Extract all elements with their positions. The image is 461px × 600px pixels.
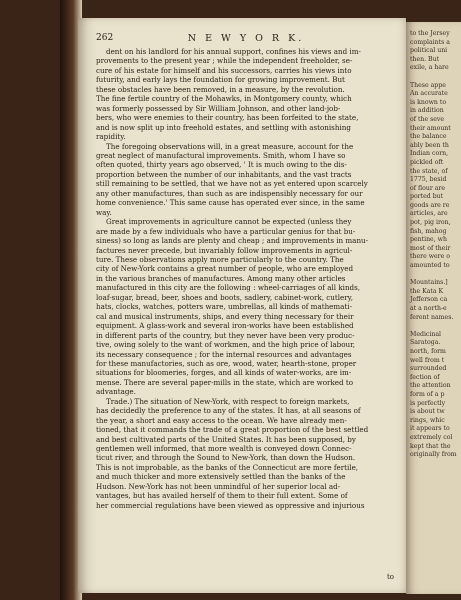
facing-text-line: to the Jersey bbox=[410, 30, 450, 37]
facing-text-line: it appears to bbox=[410, 425, 450, 433]
facing-text-line: fection of bbox=[410, 373, 440, 381]
text-line: way. bbox=[96, 207, 112, 217]
text-line: ture. These observations apply more particularly to the country. The bbox=[96, 254, 344, 264]
facing-text-line: Medicinal bbox=[410, 330, 442, 338]
facing-page-edge bbox=[406, 22, 461, 594]
text-line: factures never precede, but invariably follow improvements in agricul- bbox=[96, 245, 353, 255]
facing-text-line: the state, of bbox=[410, 167, 448, 175]
facing-text-line: These appe bbox=[410, 81, 446, 89]
text-line: Trade.) The situation of New-York, with respect to foreign markets, bbox=[106, 396, 350, 406]
facing-text-line: Indian corn, bbox=[410, 150, 449, 158]
text-line: This is not improbable, as the banks of the Connecticut are more fertile, bbox=[96, 462, 359, 472]
facing-text-line: kept that the bbox=[410, 442, 451, 450]
text-line: proportion between the number of our inhabitants, and the vast tracts bbox=[96, 169, 352, 179]
text-line: the year, a short and easy access to the ocean. We have already men- bbox=[96, 415, 347, 425]
text-line: advantage. bbox=[96, 387, 136, 397]
text-line: in the various branches of manufactures. Among many other articles bbox=[96, 273, 346, 283]
facing-text-line: amounted to bbox=[410, 262, 450, 270]
text-line: hats, clocks, watches, potters ware, umbrellas, all kinds of mathemati- bbox=[96, 302, 352, 312]
text-line: its necessary consequence ; for the internal resources and advantages bbox=[96, 349, 352, 359]
text-line: siness) so long as lands are plenty and cheap ; and improvements in manu- bbox=[96, 236, 369, 246]
catchword: to bbox=[386, 573, 394, 581]
facing-text-line: articles, are bbox=[410, 210, 448, 218]
facing-text-line: 1775, besid bbox=[410, 176, 447, 184]
facing-text-line: Saratoga. bbox=[410, 339, 441, 347]
facing-text-line bbox=[406, 322, 461, 331]
facing-text-line: surrounded bbox=[410, 365, 447, 373]
facing-text-line: Mountains.] bbox=[410, 279, 448, 287]
facing-text-line: their amount bbox=[410, 124, 451, 132]
text-line: situations for bloomeries, forges, and all kinds of water-works, are im- bbox=[96, 368, 352, 378]
paragraph bbox=[96, 47, 398, 142]
facing-text-line: An accurate bbox=[410, 90, 448, 98]
text-line: cure of his estate for himself and his successors, carries his views into bbox=[96, 65, 352, 75]
text-line: equipment. A glass-work and several iron-works have been established bbox=[96, 321, 354, 331]
facing-text-line: form of a p bbox=[410, 390, 445, 398]
facing-text-line: ably been th bbox=[410, 141, 449, 149]
text-line: has decidedly the preference to any of the states. It has, at all seasons of bbox=[96, 406, 361, 416]
facing-text-line: of the seve bbox=[410, 115, 445, 123]
facing-text-line: there were o bbox=[410, 253, 450, 261]
facing-text-line: extremely col bbox=[410, 433, 453, 441]
facing-text-line: fish, mahog bbox=[410, 227, 447, 235]
text-line: dent on his landlord for his annual support, confines his views and im- bbox=[106, 47, 361, 56]
facing-text-line: well from t bbox=[410, 356, 445, 364]
facing-text-line bbox=[406, 271, 461, 280]
text-line: for these manufactories, such as ore, wood, water, hearth-stone, proper bbox=[96, 358, 357, 368]
text-line: vantages, but has availed herself of them to their full extent. Some of bbox=[96, 491, 348, 501]
facing-text-line: pentine, wh bbox=[410, 236, 447, 244]
text-line: gentlemen well informed, that more wealth is conveyed down Connec- bbox=[96, 444, 352, 454]
facing-text-line: ferent names. bbox=[410, 313, 454, 321]
facing-text-line: the balance bbox=[410, 133, 447, 141]
text-line: manufactured in this city are the following : wheel-carriages of all kinds, bbox=[96, 283, 361, 293]
facing-text-line: is perfectly bbox=[410, 399, 446, 407]
facing-text-line: north, form bbox=[410, 347, 446, 355]
facing-text-line: of flour are bbox=[410, 184, 446, 192]
facing-text-line: most of their bbox=[410, 244, 451, 252]
text-line: Great improvements in agriculture cannot be expected (unless they bbox=[106, 217, 352, 227]
text-line: in different parts of the country, but they never have been very produc- bbox=[96, 330, 355, 340]
text-line: city of New-York contains a great number of people, who are employed bbox=[96, 264, 354, 274]
text-line: still remaining to be settled, that we have not as yet entered upon scarcely bbox=[96, 179, 368, 189]
text-line: her commercial regulations have been viewed as oppressive and injurious bbox=[96, 500, 365, 510]
text-line: was formerly possessed by Sir William Johnson, and other land-job- bbox=[96, 103, 341, 113]
text-line: cal and musical instruments, ships, and every thing necessary for their bbox=[96, 311, 354, 321]
text-line: The fine fertile country of the Mohawks, in Montgomery county, which bbox=[96, 94, 352, 104]
facing-text-line: rings, whic bbox=[410, 416, 445, 424]
facing-text-line: in addition bbox=[410, 107, 444, 115]
text-line: great neglect of manufactural improvements. Smith, whom I have so bbox=[96, 150, 346, 160]
text-line: rapidity. bbox=[96, 132, 126, 142]
facing-text-line: Jefferson ca bbox=[410, 296, 448, 304]
facing-text-line: is about tw bbox=[410, 408, 445, 416]
page-number: 262 bbox=[96, 33, 114, 43]
facing-text-line: complaints a bbox=[410, 38, 450, 46]
text-line: The foregoing observations will, in a great measure, account for the bbox=[106, 141, 354, 151]
text-line: futurity, and early lays the foundation for growing improvement. But bbox=[96, 75, 345, 85]
text-line: tioned, that it commands the trade of a great proportion of the best settled bbox=[96, 425, 369, 435]
paragraph bbox=[96, 397, 398, 510]
text-line: are made by a few individuals who have a particular genius for that bu- bbox=[96, 226, 356, 236]
page-header bbox=[96, 33, 396, 47]
text-line: these obstacles have been removed, in a measure, by the revolution. bbox=[96, 84, 345, 94]
facing-text-line: pickled oft bbox=[410, 158, 444, 166]
facing-text-line: political uni bbox=[410, 47, 448, 55]
facing-text-line: goods are re bbox=[410, 201, 450, 209]
facing-text-line bbox=[406, 73, 461, 82]
facing-text-line: is known to bbox=[410, 98, 447, 106]
text-line: tive, owing solely to the want of workmen, and the high price of labour, bbox=[96, 340, 356, 350]
paragraph bbox=[96, 217, 398, 397]
text-line: provements to the present year ; while the independent freeholder, se- bbox=[96, 56, 353, 66]
text-line: home convenience.' This same cause has operated ever since, in the same bbox=[96, 198, 365, 208]
facing-text-line: pot, pig iron, bbox=[410, 219, 451, 227]
facing-text-line: ported but bbox=[410, 193, 444, 201]
text-line: mense. There are several paper-mills in the state, which are worked to bbox=[96, 377, 354, 387]
text-line: and is now split up into freehold estates, and settling with astonishing bbox=[96, 122, 351, 132]
facing-text-line: exile, a hare bbox=[410, 64, 449, 72]
text-line: bers, who were enemies to their country, has been forfeited to the state, bbox=[96, 113, 359, 123]
facing-text-line: the Kata K bbox=[410, 287, 444, 295]
text-line: any other manufactures, than such as are indispensibly necessary for our bbox=[96, 188, 363, 198]
facing-text-line: then. But bbox=[410, 55, 440, 63]
text-line: and much thicker and more extensively settled than the banks of the bbox=[96, 472, 346, 482]
body-text bbox=[96, 47, 398, 510]
text-line: loaf-sugar, bread, beer, shoes and boots, sadlery, cabinet-work, cutlery, bbox=[96, 292, 354, 302]
text-line: ticut river, and through the Sound to New-York, than down the Hudson. bbox=[96, 453, 356, 463]
facing-text-line: the attention bbox=[410, 382, 451, 390]
text-line: Hudson. New-York has not been unmindful of her superior local ad- bbox=[96, 481, 341, 491]
facing-text-line: originally from bbox=[410, 451, 457, 459]
text-line: often quoted, thirty years ago observed, ' It is much owing to the dis- bbox=[96, 160, 347, 170]
running-title: N E W Y O R K. bbox=[187, 33, 305, 44]
text-line: and best cultivated parts of the United States. It has been supposed, by bbox=[96, 434, 356, 444]
facing-text-line: at a north-e bbox=[410, 305, 447, 312]
paragraph bbox=[96, 142, 398, 218]
